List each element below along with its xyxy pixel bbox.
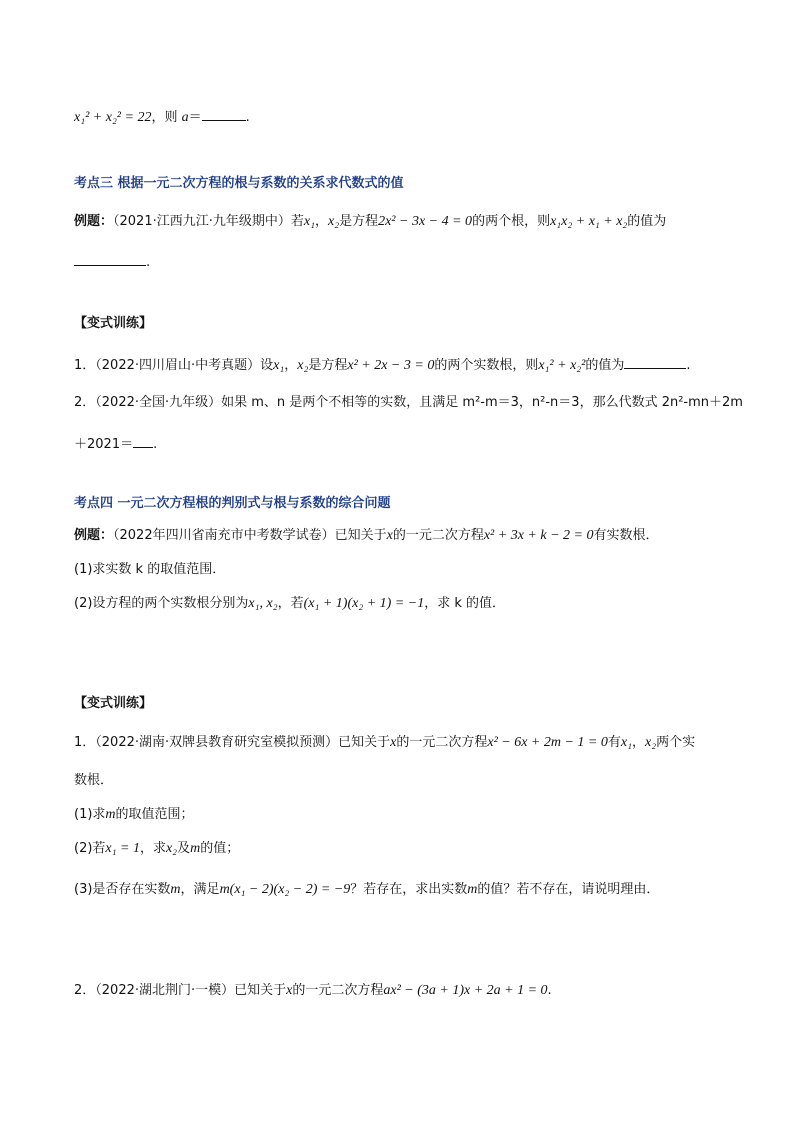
practice-3-item-1: 1．（2022·四川眉山·中考真题）设x₁，x₂是方程x² + 2x − 3 = 0的两个实数根，则x₁² + x₂²的值为 . [74, 354, 691, 375]
section-3-example-answer-line: . [74, 251, 150, 272]
practice-4-item-1-question-3: (3)是否存在实数m，满足m(x₁ − 2)(x₂ − 2) = −9？若存在，求出实数m的值？若不存在，请说明理由． [74, 882, 660, 897]
section-4-heading: 考点四 一元二次方程根的判别式与根与系数的综合问题 [74, 496, 391, 511]
equation: ax² − (3a + 1)x + 2a + 1 = 0 [383, 983, 548, 998]
practice-4-item-1-question-1: (1)求m的取值范围； [74, 807, 194, 822]
answer-blank[interactable] [74, 251, 146, 266]
answer-blank[interactable] [133, 433, 153, 448]
example-label: 例题： [74, 528, 114, 543]
section-4-example: 例题：（2022年四川省南充市中考数学试卷）已知关于x的一元二次方程x² + 3x + k − 2 = 0有实数根． [74, 528, 659, 543]
practice-3-item-2-line-1: 2．（2022·全国·九年级）如果 m、n 是两个不相等的实数，且满足 m²-m＝3，n²-n＝3，那么代数式 2n²-mn＋2m [74, 395, 743, 410]
line-top: x₁² + x₂² = 22，则 a＝ . [74, 106, 250, 127]
practice-label: 【变式训练】 [74, 696, 153, 711]
practice-4-item-1-question-2: (2)若x₁ = 1，求x₂及m的值； [74, 841, 240, 856]
equation: x² + 2x − 3 = 0 [347, 358, 435, 373]
practice-label: 【变式训练】 [74, 316, 153, 331]
target-expression: x₁x₂ + x₁ + x₂ [550, 214, 628, 229]
equation: x² − 6x + 2m − 1 = 0 [487, 735, 608, 750]
practice-4-item-1-line-1: 1．（2022·湖南·双牌县教育研究室模拟预测）已知关于x的一元二次方程x² − 6x + 2m − 1 = 0有x₁，x₂两个实 [74, 735, 696, 750]
sum-of-squares-equation: x₁² + x₂² = 22 [74, 110, 152, 125]
answer-blank[interactable] [202, 106, 246, 121]
example-equation: 2x² − 3x − 4 = 0 [378, 214, 473, 229]
section-3-example: 例题：（2021·江西九江·九年级期中）若x₁，x₂是方程2x² − 3x − 4 = 0的两个根，则x₁x₂ + x₁ + x₂的值为 [74, 214, 667, 229]
practice-4-item-1-line-2: 数根． [74, 773, 114, 788]
condition-equation: m(x₁ − 2)(x₂ − 2) = −9 [219, 882, 351, 897]
practice-3-item-2-line-2: ＋2021＝ . [74, 433, 157, 454]
answer-blank[interactable] [624, 354, 686, 369]
target-expression: x₁² + x₂² [538, 358, 586, 373]
example-label: 例题： [74, 214, 114, 229]
example-equation: x² + 3x + k − 2 = 0 [483, 528, 594, 543]
practice-4-item-2: 2．（2022·湖北荆门·一模）已知关于x的一元二次方程ax² − (3a + 1)x + 2a + 1 = 0. [74, 983, 552, 998]
section-3-heading: 考点三 根据一元二次方程的根与系数的关系求代数式的值 [74, 176, 404, 191]
variable-a: a [181, 110, 189, 125]
condition-equation: (x₁ + 1)(x₂ + 1) = −1 [303, 596, 425, 611]
section-4-question-1: (1)求实数 k 的取值范围． [74, 562, 226, 577]
section-4-question-2: (2)设方程的两个实数根分别为x₁, x₂，若(x₁ + 1)(x₂ + 1) = −1，求 k 的值． [74, 596, 506, 611]
